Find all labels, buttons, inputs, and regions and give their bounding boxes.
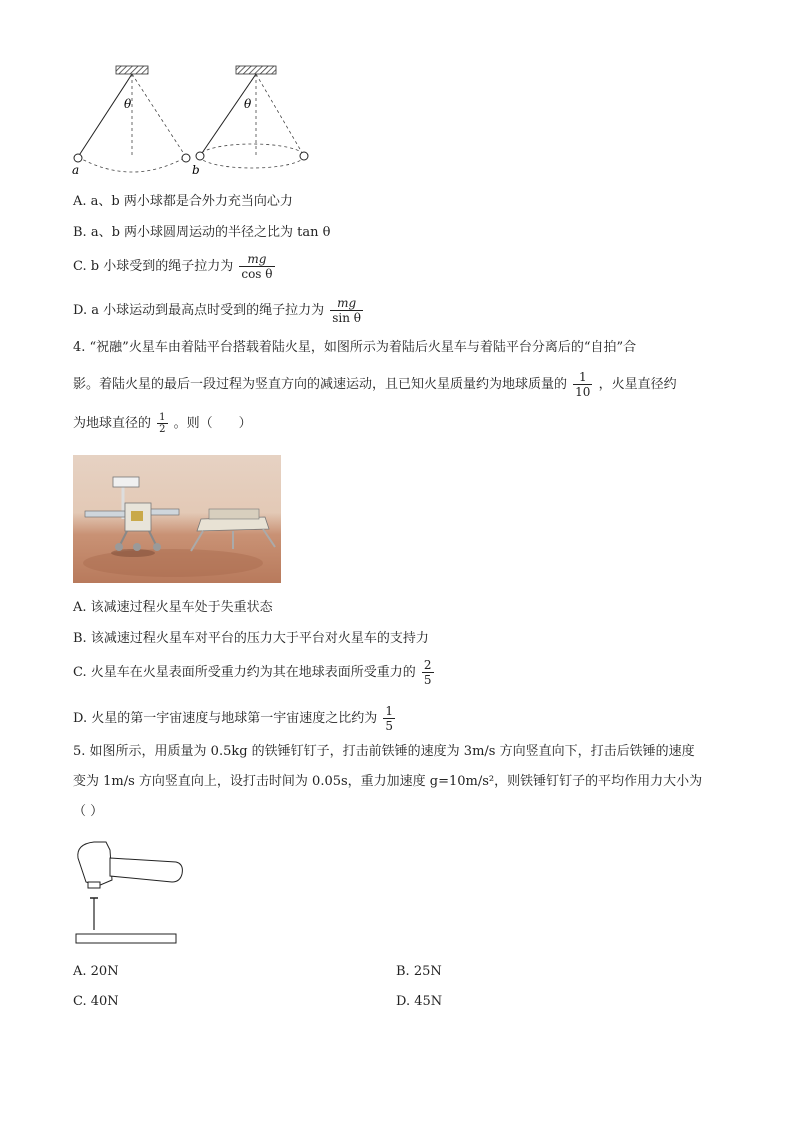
q4-mass-ratio-fraction xyxy=(573,370,592,399)
label-b: b xyxy=(192,163,200,177)
dash-right xyxy=(256,74,304,156)
q4-stem-line-2-text: 影。着陆火星的最后一段过程为竖直方向的减速运动，且已知火星质量约为地球质量的 xyxy=(73,377,568,392)
q4-stem-line-3-text: 为地球直径的 xyxy=(73,416,152,431)
q5-option-d: D. 45N xyxy=(396,994,443,1009)
ball-a-ghost xyxy=(182,154,190,162)
fraction-numerator: mg xyxy=(330,296,363,311)
q3-option-c xyxy=(73,252,277,281)
ball-a xyxy=(74,154,82,162)
fraction-denominator: 5 xyxy=(423,673,432,687)
q4-option-c-fraction xyxy=(422,658,434,687)
conical-pendulum-figure xyxy=(68,62,318,177)
q5-stem-line-2: 变为 1m/s 方向竖直向上，设打击时间为 0.05s，重力加速度 g=10m/s²，则铁锤钉钉子的平均作用力大小为 xyxy=(73,774,703,789)
q4-option-c xyxy=(73,658,436,687)
q4-option-c-text: C. 火星车在火星表面所受重力约为其在地球表面所受重力的 xyxy=(73,665,416,680)
theta-right: θ xyxy=(244,97,252,111)
q4-option-d-fraction xyxy=(383,704,395,733)
fraction-denominator: 10 xyxy=(575,385,591,399)
fraction-denominator: sin θ xyxy=(332,311,362,325)
label-a: a xyxy=(72,163,80,177)
orbit-b xyxy=(200,144,304,168)
mars-rover-photo xyxy=(73,455,281,583)
q3-option-c-text: C. b 小球受到的绳子拉力为 xyxy=(73,259,234,274)
string-a xyxy=(78,74,132,157)
q4-stem-line-3-suffix: 。则（ ） xyxy=(173,416,252,431)
fraction-denominator: 2 xyxy=(159,424,166,435)
q4-option-b: B. 该减速过程火星车对平台的压力大于平台对火星车的支持力 xyxy=(73,631,429,646)
q4-option-a: A. 该减速过程火星车处于失重状态 xyxy=(73,600,273,615)
fraction-denominator: cos θ xyxy=(241,267,273,281)
q5-stem-line-3: （ ） xyxy=(73,804,104,819)
rover-illustration xyxy=(73,455,281,583)
fraction-numerator: 1 xyxy=(385,704,394,718)
string-b xyxy=(200,74,256,156)
fraction-numerator: 2 xyxy=(423,658,432,672)
q3-option-d-text: D. a 小球运动到最高点时受到的绳子拉力为 xyxy=(73,303,325,318)
board xyxy=(76,934,176,943)
ball-b-ghost xyxy=(300,152,308,160)
q4-stem-line-2 xyxy=(73,370,677,399)
fraction-numerator: 1 xyxy=(573,370,592,385)
q3-option-d xyxy=(73,296,365,325)
q4-stem-line-3 xyxy=(73,412,252,435)
q3-option-a: A. a、b 两小球都是合外力充当向心力 xyxy=(73,194,293,209)
dash-left xyxy=(132,74,186,157)
q4-stem-line-1: 4. “祝融”火星车由着陆平台搭载着陆火星，如图所示为着陆后火星车与着陆平台分离后的“自拍”合 xyxy=(73,340,637,355)
q5-stem-line-1: 5. 如图所示，用质量为 0.5kg 的铁锤钉钉子，打击前铁锤的速度为 3m/s 方向竖直向下，打击后铁锤的速度 xyxy=(73,744,695,759)
q5-option-a: A. 20N xyxy=(73,964,119,979)
fraction-numerator: mg xyxy=(239,252,274,267)
fraction-denominator: 5 xyxy=(385,719,394,733)
q4-option-d-text: D. 火星的第一宇宙速度与地球第一宇宙速度之比约为 xyxy=(73,711,378,726)
hammer-nail-figure xyxy=(72,840,187,946)
ceiling-right xyxy=(236,66,276,74)
ceiling-left xyxy=(116,66,148,74)
orbit-a xyxy=(78,157,186,172)
q5-option-b: B. 25N xyxy=(396,964,442,979)
hammer-face xyxy=(88,882,100,888)
q4-diameter-ratio-fraction xyxy=(157,412,167,435)
fraction-numerator: 1 xyxy=(159,412,166,423)
q4-stem-line-2-suffix: ，火星直径约 xyxy=(598,377,677,392)
q3-option-d-fraction xyxy=(330,296,363,325)
q4-option-d xyxy=(73,704,397,733)
theta-left: θ xyxy=(124,97,132,111)
q3-option-c-fraction xyxy=(239,252,274,281)
q3-option-b: B. a、b 两小球圆周运动的半径之比为 tan θ xyxy=(73,225,331,240)
hammer-head xyxy=(78,842,112,886)
ball-b xyxy=(196,152,204,160)
hammer-handle xyxy=(110,858,182,882)
q5-option-c: C. 40N xyxy=(73,994,119,1009)
